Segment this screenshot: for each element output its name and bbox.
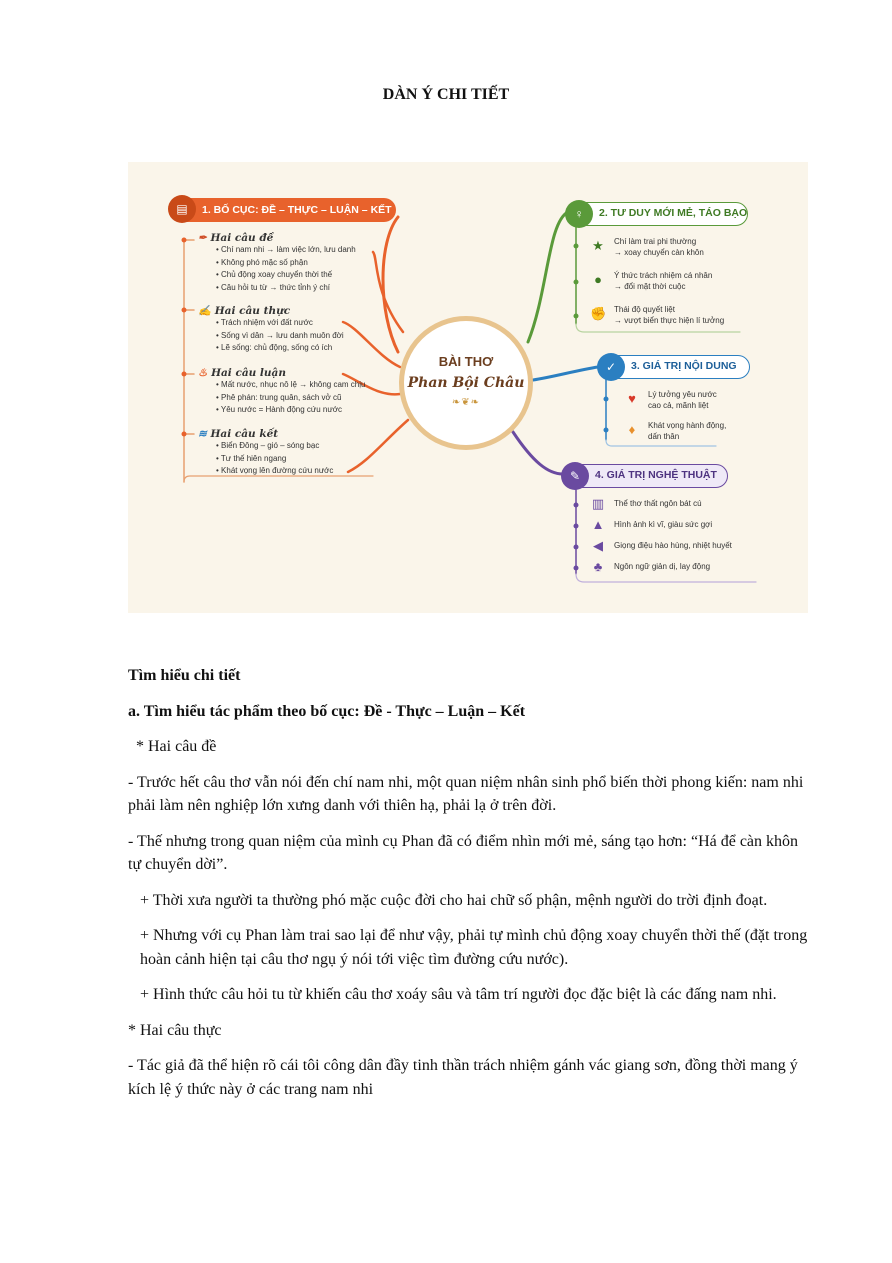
center-title: Phan Bội Châu [407,375,525,391]
section-label: * Hai câu thực [128,1021,222,1039]
section-heading: Tìm hiểu chi tiết [128,667,241,684]
list-item: • Khát vọng lên đường cứu nước [216,465,333,478]
star-icon: ★ [592,238,604,253]
writer-icon: ♣ [593,559,603,574]
list-item: • Yêu nước = Hành động cứu nước [216,404,365,417]
lightbulb-icon: ♀ [565,200,593,228]
list-item: • Sống vì dân → lưu danh muôn đời [216,330,344,343]
document-icon: ▤ [168,195,196,223]
group-hai-cau-ket: ≋ Hai câu kết • Biển Đông – gió – sóng bạc • Tư thế hiên ngang • Khát vọng lên đường cứu nước [198,428,333,478]
scroll-icon: ▥ [591,496,605,511]
list-item: • Chủ động xoay chuyển thời thế [216,269,356,282]
mindmap-center [399,316,533,450]
branch2-item: ● Ý thức trách nhiệm cá nhân → đổi mặt thời cuộc [590,270,712,292]
paragraph: + Thời xưa người ta thường phó mặc cuộc đời cho hai chữ số phận, mệnh người do trời định đoạt. [140,891,768,909]
branch2-item: ★ Chí làm trai phi thường → xoay chuyển càn khôn [590,236,704,258]
list-item: • Tư thế hiên ngang [216,453,333,466]
list-item: • Câu hỏi tu từ → thức tỉnh ý chí [216,282,356,295]
branch3-item: ♦ Khát vọng hành động, dấn thân [624,420,726,442]
fire-icon: ♨ [198,367,212,379]
list-item: • Phê phán: trung quân, sách vở cũ [216,392,365,405]
branch3-title: ✓ 3. GIÁ TRỊ NỘI DUNG [600,355,750,379]
laurel-ornament: ❧❦❧ [451,397,481,408]
list-item: • Mất nước, nhục nô lệ → không cam chịu [216,379,365,392]
branch4-item: ◀ Giọng điệu hào hùng, nhiệt huyết [590,540,732,551]
branch2-title: ♀ 2. TƯ DUY MỚI MẺ, TÁO BẠO [568,202,748,226]
torch-icon: ♦ [628,422,636,437]
pen-icon: ✍ [198,305,215,317]
check-icon: ✓ [597,353,625,381]
list-item: • Biển Đông – gió – sóng bạc [216,440,333,453]
paragraph: + Hình thức câu hỏi tu từ khiến câu thơ xoáy sâu và tâm trí người đọc đặc biệt là các đấng nam nhi. [140,986,777,1003]
person-icon: ● [594,272,602,287]
paragraph: - Trước hết câu thơ vẫn nói đến chí nam nhi, một quan niệm nhân sinh phổ biến thời phong kiến: nam nhi phải làm nên nghiệp lớn xưng danh với thiên hạ, phải lạ ở trên đời. [128,773,804,814]
branch4-item: ▲ Hình ảnh kì vĩ, giàu sức gợi [591,517,713,532]
center-label: BÀI THƠ [438,354,494,369]
branch3-item: ♥ Lý tưởng yêu nước cao cả, mãnh liệt [624,389,717,411]
branch4-title: ✎ 4. GIÁ TRỊ NGHỆ THUẬT [564,464,728,488]
list-item: • Lẽ sống: chủ động, sống có ích [216,342,344,355]
section-subheading: a. Tìm hiểu tác phẩm theo bố cục: Đề - Thực – Luận – Kết [128,702,526,720]
branch2-item: ✊ Thái độ quyết liệt → vượt biển thực hiện lí tưởng [590,305,725,325]
document-body [128,664,812,1113]
megaphone-icon: ◀ [593,538,603,553]
group-hai-cau-luan: ♨ Hai câu luận • Mất nước, nhục nô lệ → không cam chịu • Phê phán: trung quân, sách vở cũ • Yêu nước = Hành động cứu nước [198,367,365,417]
list-item: • Trách nhiệm với đất nước [216,317,344,330]
list-item: • Chí nam nhi → làm việc lớn, lưu danh [216,244,356,257]
brush-icon: ✎ [561,462,589,490]
group-hai-cau-de: ✒ Hai câu đề • Chí nam nhi → làm việc lớn, lưu danh • Không phó mặc số phận • Chủ động xoay chuyển thời thế • Câu hỏi tu từ → thức tỉnh ý chí [198,232,356,294]
heart-icon: ♥ [628,391,636,406]
section-label: * Hai câu đề [136,738,217,755]
wave-icon: ≋ [198,428,211,440]
mountain-icon: ▲ [591,517,605,532]
branch1-title: ▤ 1. BỐ CỤC: ĐỀ – THỰC – LUẬN – KẾT [172,198,396,222]
branch4-item: ♣ Ngôn ngữ giản dị, lay động [590,561,710,572]
mindmap-figure [128,162,808,613]
fist-icon: ✊ [590,306,607,321]
paragraph: - Thế nhưng trong quan niệm của mình cụ Phan đã có điểm nhìn mới mẻ, sáng tạo hơn: “Há để càn khôn tự chuyển dời”. [128,832,799,873]
document-title: DÀN Ý CHI TIẾT [382,86,510,103]
paragraph: + Nhưng với cụ Phan làm trai sao lại để như vậy, phải tự mình chủ động xoay chuyển thời thế (đặt trong hoàn cảnh hiện tại câu thơ ngụ ý nói tới việc tìm đường cứu nước). [140,927,808,968]
list-item: • Không phó mặc số phận [216,257,356,270]
feather-icon: ✒ [198,232,211,244]
paragraph: - Tác giả đã thể hiện rõ cái tôi công dân đầy tinh thần trách nhiệm gánh vác giang sơn, đồng thời mang ý kích lệ ý thức này ở các trang nam nhi [128,1057,798,1098]
group-hai-cau-thuc: ✍ Hai câu thực • Trách nhiệm với đất nước • Sống vì dân → lưu danh muôn đời • Lẽ sống: chủ động, sống có ích [198,304,344,355]
branch4-item: ▥ Thể thơ thất ngôn bát cú [591,496,702,511]
